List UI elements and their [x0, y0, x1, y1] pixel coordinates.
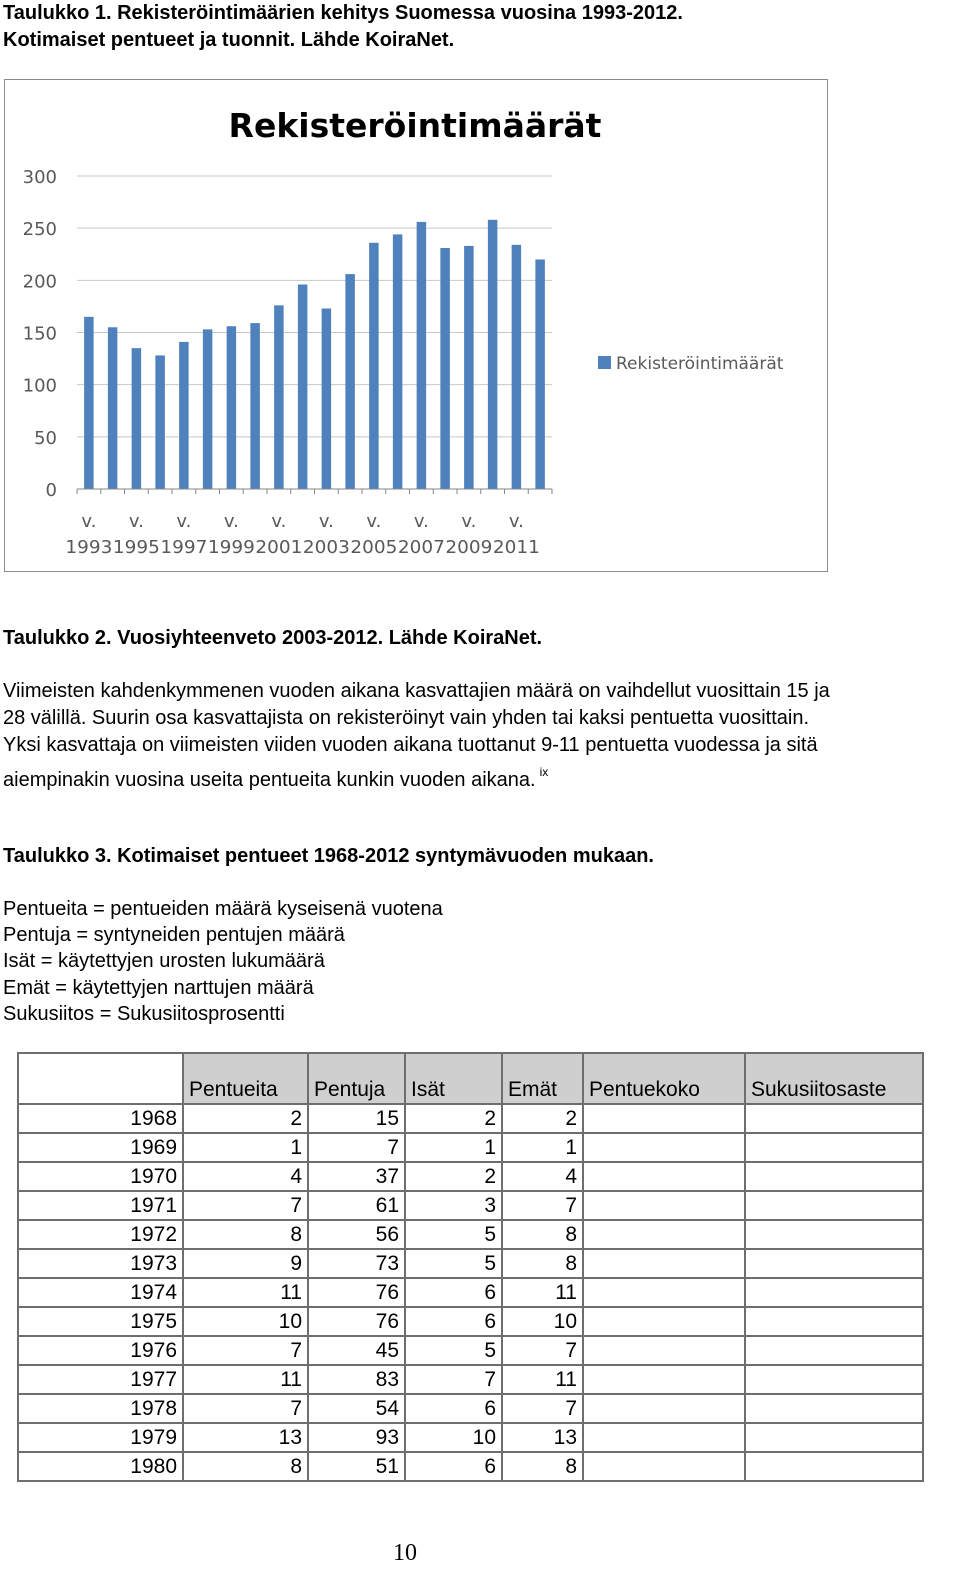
table-cell: 8 [502, 1249, 583, 1278]
page-number: 10 [393, 1540, 417, 1566]
table-cell: 11 [183, 1278, 308, 1307]
chart-title: Rekisteröintimäärät [228, 106, 602, 145]
table-cell [583, 1104, 745, 1133]
table-cell: 7 [183, 1394, 308, 1423]
registration-chart-svg [5, 80, 827, 571]
definition-item: Sukusiitos = Sukusiitosprosentti [3, 1002, 285, 1025]
x-tick-prefix: v. [413, 511, 429, 532]
table-cell: 13 [502, 1423, 583, 1452]
table-cell [583, 1307, 745, 1336]
table-body [18, 1104, 923, 1481]
table-cell: 2 [183, 1104, 308, 1133]
table-cell [745, 1307, 923, 1336]
table-cell: 10 [183, 1307, 308, 1336]
table-cell: 8 [183, 1220, 308, 1249]
table3-caption: Taulukko 3. Kotimaiset pentueet 1968-2012 syntymävuoden mukaan. [3, 845, 654, 867]
table-cell [583, 1220, 745, 1249]
table-cell [583, 1162, 745, 1191]
table1-caption-line2: Kotimaiset pentueet ja tuonnit. Lähde KoiraNet. [3, 29, 455, 51]
bar [203, 329, 213, 489]
table-cell: 56 [308, 1220, 405, 1249]
table-cell: 3 [405, 1191, 502, 1220]
table-row [18, 1104, 923, 1133]
definition-item: Isät = käytettyjen urosten lukumäärä [3, 950, 325, 973]
table-cell [745, 1104, 923, 1133]
table-cell [745, 1133, 923, 1162]
table-row [18, 1394, 923, 1423]
table-cell [583, 1191, 745, 1220]
table-cell: 10 [502, 1307, 583, 1336]
x-tick-year: 1995 [112, 537, 160, 558]
table-cell [583, 1278, 745, 1307]
table-cell: 7 [502, 1191, 583, 1220]
table-row [18, 1162, 923, 1191]
table-cell [583, 1365, 745, 1394]
table-cell: 76 [308, 1307, 405, 1336]
y-tick-label: 50 [34, 427, 57, 449]
table1-caption-line1: Taulukko 1. Rekisteröintimäärien kehitys Suomessa vuosina 1993-2012. [3, 2, 683, 24]
table-cell [583, 1249, 745, 1278]
x-tick-prefix: v. [128, 511, 144, 532]
paragraph-line3: Yksi kasvattaja on viimeisten viiden vuoden aikana tuottanut 9-11 pentuetta vuodessa ja sitä [3, 734, 818, 756]
breeders-paragraph [3, 678, 953, 794]
table-cell [583, 1423, 745, 1452]
table-cell [583, 1336, 745, 1365]
table-cell: 1977 [18, 1365, 183, 1394]
table-cell: 76 [308, 1278, 405, 1307]
x-tick-year: 2003 [302, 537, 350, 558]
table-cell [583, 1452, 745, 1481]
table-cell: 2 [405, 1162, 502, 1191]
x-tick-prefix: v. [318, 511, 334, 532]
table-cell [745, 1423, 923, 1452]
bar [417, 222, 427, 489]
x-tick-prefix: v. [508, 511, 524, 532]
table-cell: 51 [308, 1452, 405, 1481]
legend-swatch [598, 356, 611, 369]
table-cell: 6 [405, 1394, 502, 1423]
table-cell: 10 [405, 1423, 502, 1452]
x-tick-prefix: v. [366, 511, 382, 532]
table-cell: 1974 [18, 1278, 183, 1307]
table-cell: 54 [308, 1394, 405, 1423]
table-cell: 7 [183, 1191, 308, 1220]
table-row [18, 1336, 923, 1365]
bar [108, 327, 118, 489]
paragraph-line4: aiempinakin vuosina useita pentueita kunkin vuoden aikana. [3, 769, 536, 791]
table-row [18, 1220, 923, 1249]
x-tick-year: 2011 [492, 537, 540, 558]
bar [298, 285, 308, 489]
y-tick-label: 100 [22, 375, 57, 397]
table-cell [745, 1278, 923, 1307]
table-cell: 73 [308, 1249, 405, 1278]
table-cell: 1970 [18, 1162, 183, 1191]
table-cell: 11 [502, 1278, 583, 1307]
bar [464, 246, 474, 489]
table-cell: 1978 [18, 1394, 183, 1423]
table-cell: 1980 [18, 1452, 183, 1481]
litters-table [17, 1052, 924, 1482]
table-cell: 7 [405, 1365, 502, 1394]
table-cell: 1975 [18, 1307, 183, 1336]
table-cell: 15 [308, 1104, 405, 1133]
table-cell [745, 1452, 923, 1481]
table-cell: 1969 [18, 1133, 183, 1162]
x-tick-year: 2001 [255, 537, 303, 558]
table-row [18, 1249, 923, 1278]
x-tick-year: 2007 [397, 537, 445, 558]
table-header-row [18, 1053, 923, 1104]
table-cell: 61 [308, 1191, 405, 1220]
bar [250, 323, 260, 489]
bar [512, 245, 522, 489]
table-cell: 83 [308, 1365, 405, 1394]
table-cell: 93 [308, 1423, 405, 1452]
table-cell: 1 [502, 1133, 583, 1162]
x-tick-prefix: v. [176, 511, 192, 532]
y-tick-label: 200 [22, 271, 57, 293]
table-cell [745, 1191, 923, 1220]
bar [179, 342, 189, 489]
table-cell: 7 [502, 1336, 583, 1365]
table-cell: 6 [405, 1452, 502, 1481]
table-header-dams: Emät [502, 1053, 583, 1104]
table2-caption: Taulukko 2. Vuosiyhteenveto 2003-2012. Lähde KoiraNet. [3, 627, 543, 649]
table-cell [583, 1133, 745, 1162]
table-cell: 5 [405, 1220, 502, 1249]
table-cell: 1971 [18, 1191, 183, 1220]
bar [393, 234, 403, 489]
x-tick-prefix: v. [223, 511, 239, 532]
table-cell [745, 1365, 923, 1394]
x-tick-year: 1999 [207, 537, 255, 558]
table-cell: 8 [502, 1220, 583, 1249]
y-tick-label: 150 [22, 323, 57, 345]
table-cell: 37 [308, 1162, 405, 1191]
table-cell: 6 [405, 1278, 502, 1307]
table-header-year [18, 1053, 183, 1104]
table-cell: 2 [502, 1104, 583, 1133]
footnote-marker: ix [539, 765, 549, 779]
y-tick-label: 0 [45, 480, 57, 501]
table-cell: 7 [502, 1394, 583, 1423]
table-cell [745, 1249, 923, 1278]
bar [345, 274, 355, 489]
x-tick-prefix: v. [81, 511, 97, 532]
table-cell: 5 [405, 1249, 502, 1278]
bar [274, 305, 284, 489]
bar [155, 355, 165, 489]
x-tick-prefix: v. [461, 511, 477, 532]
table-cell: 1968 [18, 1104, 183, 1133]
bar [535, 259, 545, 489]
bar [322, 309, 332, 489]
bar [84, 317, 94, 489]
table-cell: 4 [502, 1162, 583, 1191]
bar [132, 348, 142, 489]
table-cell: 45 [308, 1336, 405, 1365]
definition-item: Emät = käytettyjen narttujen määrä [3, 976, 314, 999]
table-cell: 7 [183, 1336, 308, 1365]
definitions-list [3, 896, 443, 1027]
y-tick-label: 300 [22, 167, 57, 188]
table-row [18, 1452, 923, 1481]
paragraph-line1: Viimeisten kahdenkymmenen vuoden aikana kasvattajien määrä on vaihdellut vuosittain 15 ja [3, 680, 830, 702]
table-cell: 4 [183, 1162, 308, 1191]
table-row [18, 1133, 923, 1162]
table-cell: 5 [405, 1336, 502, 1365]
table-cell: 1 [183, 1133, 308, 1162]
x-tick-year: 2005 [350, 537, 398, 558]
table-cell [745, 1336, 923, 1365]
table-cell [583, 1394, 745, 1423]
table-cell: 1979 [18, 1423, 183, 1452]
bar [227, 326, 237, 489]
table-row [18, 1423, 923, 1452]
table-cell: 2 [405, 1104, 502, 1133]
table-header-litters: Pentueita [183, 1053, 308, 1104]
table-cell: 6 [405, 1307, 502, 1336]
registration-chart [4, 79, 828, 572]
table-cell [745, 1220, 923, 1249]
x-tick-year: 1993 [65, 537, 113, 558]
bar [488, 220, 498, 489]
table-header-inbreeding: Sukusiitosaste [745, 1053, 923, 1104]
table-header-puppies: Pentuja [308, 1053, 405, 1104]
table-row [18, 1191, 923, 1220]
legend-label: Rekisteröintimäärät [616, 354, 784, 374]
definition-item: Pentueita = pentueiden määrä kyseisenä vuotena [3, 898, 443, 920]
table-cell: 8 [183, 1452, 308, 1481]
table-cell: 9 [183, 1249, 308, 1278]
table-cell: 8 [502, 1452, 583, 1481]
bar [369, 243, 379, 489]
table-cell: 1972 [18, 1220, 183, 1249]
table-cell: 7 [308, 1133, 405, 1162]
table-header-litter-size: Pentuekoko [583, 1053, 745, 1104]
table-row [18, 1365, 923, 1394]
table-cell: 1976 [18, 1336, 183, 1365]
x-tick-prefix: v. [271, 511, 287, 532]
x-tick-year: 1997 [160, 537, 208, 558]
table-cell: 1973 [18, 1249, 183, 1278]
paragraph-line2: 28 välillä. Suurin osa kasvattajista on rekisteröinyt vain yhden tai kaksi pentuetta vuosittain. [3, 707, 809, 729]
table-cell: 11 [502, 1365, 583, 1394]
table1-caption [3, 0, 683, 54]
y-tick-label: 250 [22, 219, 57, 241]
table-cell: 13 [183, 1423, 308, 1452]
table-cell: 1 [405, 1133, 502, 1162]
table-row [18, 1307, 923, 1336]
table-cell [745, 1394, 923, 1423]
x-tick-year: 2009 [445, 537, 493, 558]
bar [440, 248, 450, 489]
definition-item: Pentuja = syntyneiden pentujen määrä [3, 924, 345, 947]
table-cell: 11 [183, 1365, 308, 1394]
table-header-sires: Isät [405, 1053, 502, 1104]
table-cell [745, 1162, 923, 1191]
table-row [18, 1278, 923, 1307]
